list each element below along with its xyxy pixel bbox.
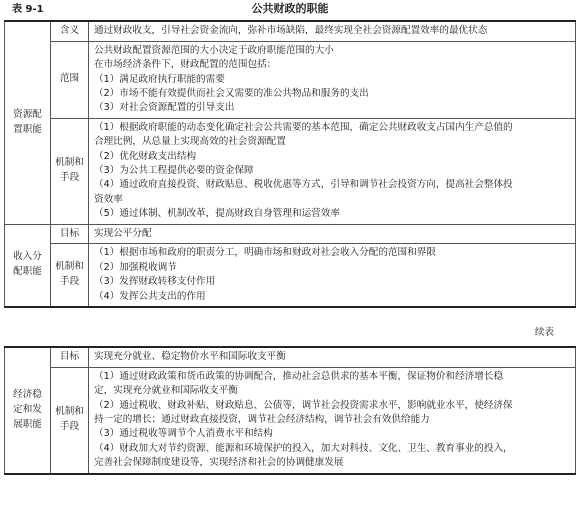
stabilization-goal-text: 实现充分就业、稳定物价水平和国际收支平衡	[89, 347, 576, 367]
stabilization-mech-label: 机制和 手段	[51, 367, 89, 473]
allocation-scope-text: 公共财政配置资源范围的大小决定于政府职能范围的大小 在市场经济条件下，财政配置的范围包括： （1）满足政府执行职能的需要 （2）市场不能有效提供而社会又需要的准公共物品和服务的支出 （3）对社会资源配置的引导支出	[89, 41, 576, 118]
table-row	[5, 41, 576, 118]
allocation-goal-text: 通过财政收支，引导社会资金流向，弥补市场缺陷，最终实现全社会资源配置效率的最优状态	[89, 21, 576, 41]
allocation-mech-text: （1）根据政府职能的动态变化确定社会公共需要的基本范围，确定公共财政收支占国内生产总值的 合理比例，从总量上实现高效的社会资源配置 （2）优化财政支出结构 （3）为公共工程提供必要的资金保障 （4）通过政府直接投资、财政贴息、税收优惠等方式，引导和调节社会投资方向，提高社会整体投 资效率 （5）通过体制、机制改革，提高财政自身管理和运营效率	[89, 118, 576, 224]
stabilization-label: 经济稳 定和发 展职能	[5, 347, 51, 474]
distribution-mech-label: 机制和 手段	[51, 244, 89, 307]
fiscal-functions-table	[4, 20, 576, 308]
table-row	[5, 347, 576, 367]
continue-row	[4, 308, 576, 346]
table-title: 公共财政的职能	[251, 2, 329, 15]
table-row	[5, 118, 576, 224]
distribution-goal-label: 目标	[51, 224, 89, 244]
stabilization-mech-text: （1）通过财政政策和货币政策的协调配合，推动社会总供求的基本平衡，保证物价和经济增长稳 定，实现充分就业和国际收支平衡 （2）通过税收、财政补贴、财政贴息、公债等，调节社会投资需求水平，影响就业水平，使经济保 持一定的增长；通过财政直接投资，调节社会经济结构，调节社会有效供给能力 （3）通过税收等调节个人消费水平和结构 （4）财政加大对节约资源、能源和环境保护的投入，加大对科技、文化、卫生、教育事业的投入， 完善社会保障制度建设等，实现经济和社会的协调健康发展	[89, 367, 576, 473]
allocation-goal-label: 含义	[51, 21, 89, 41]
distribution-mech-text: （1）根据市场和政府的职责分工，明确市场和财政对社会收入分配的范围和界限 （2）加强税收调节 （3）发挥财政转移支付作用 （4）发挥公共支出的作用	[89, 244, 576, 307]
table-number: 表 9-1	[12, 4, 44, 15]
allocation-mech-label: 机制和 手段	[51, 118, 89, 224]
table-row	[5, 367, 576, 473]
fiscal-functions-table-continued	[4, 346, 576, 475]
continue-label: 续表	[534, 326, 554, 338]
table-row	[5, 244, 576, 307]
allocation-label: 资源配 置职能	[5, 21, 51, 224]
distribution-goal-text: 实现公平分配	[89, 224, 576, 244]
table-row	[5, 21, 576, 41]
allocation-scope-label: 范围	[51, 41, 89, 118]
table-row	[5, 224, 576, 244]
table-header	[4, 0, 576, 20]
distribution-label: 收入分 配职能	[5, 224, 51, 307]
stabilization-goal-label: 目标	[51, 347, 89, 367]
